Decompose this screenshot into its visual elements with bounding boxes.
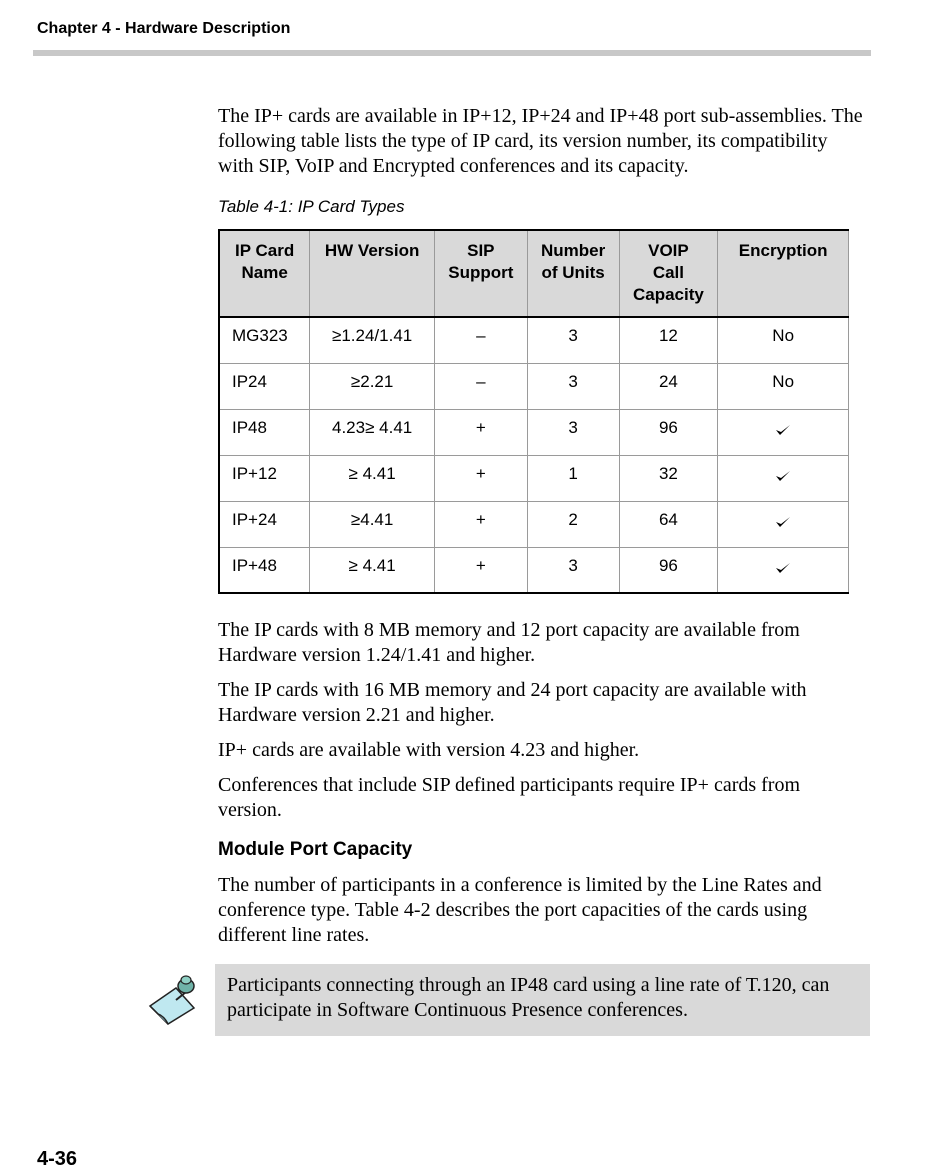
header-hw-version: HW Version (310, 230, 435, 317)
checkmark-icon (775, 422, 791, 442)
note-box: Participants connecting through an IP48 card using a line rate of T.120, can participate in Software Continuous Presence conferences. (215, 964, 870, 1036)
units-cell: 3 (527, 363, 619, 409)
encryption-cell (718, 547, 849, 593)
units-cell: 3 (527, 317, 619, 363)
hw-version-cell: ≥2.21 (310, 363, 435, 409)
paragraph-ip-plus-availability: IP+ cards are available with version 4.23 and higher. (218, 739, 640, 761)
sip-support-cell: + (434, 501, 527, 547)
units-cell: 2 (527, 501, 619, 547)
paragraph-16mb-cards: The IP cards with 16 MB memory and 24 port capacity are available with Hardware version 2.21 and higher. (218, 679, 807, 726)
units-cell: 1 (527, 455, 619, 501)
table-body (219, 317, 849, 593)
section-body: The number of participants in a conference is limited by the Line Rates and conference type. Table 4-2 describes the port capacities of the cards using different line rates. (218, 874, 822, 946)
table-row (219, 501, 849, 547)
header-divider (33, 50, 871, 56)
hw-version-cell: ≥ 4.41 (310, 455, 435, 501)
sip-support-cell: + (434, 547, 527, 593)
table-row (219, 455, 849, 501)
sip-support-cell: – (434, 317, 527, 363)
card-name-cell: IP+12 (219, 455, 310, 501)
table-row (219, 363, 849, 409)
intro-paragraph: The IP+ cards are available in IP+12, IP+24 and IP+48 port sub-assemblies. The following table lists the type of IP card, its version number, its compatibility with SIP, VoIP and Encrypted conferences and its capacity. (218, 105, 863, 177)
voip-capacity-cell: 24 (619, 363, 718, 409)
hw-version-cell: ≥ 4.41 (310, 547, 435, 593)
header-number-of-units: Number of Units (527, 230, 619, 317)
voip-capacity-cell: 64 (619, 501, 718, 547)
sip-support-cell: – (434, 363, 527, 409)
encryption-cell: No (718, 317, 849, 363)
paragraph-sip-requirement: Conferences that include SIP defined participants require IP+ cards from version. (218, 774, 801, 821)
header-voip-call-capacity: VOIP Call Capacity (619, 230, 718, 317)
voip-capacity-cell: 12 (619, 317, 718, 363)
hw-version-cell: ≥1.24/1.41 (310, 317, 435, 363)
encryption-cell: No (718, 363, 849, 409)
paragraph-8mb-cards: The IP cards with 8 MB memory and 12 port capacity are available from Hardware version 1.24/1.41 and higher. (218, 619, 800, 666)
encryption-cell (718, 455, 849, 501)
ip-card-types-table (218, 229, 849, 594)
sip-support-cell: + (434, 455, 527, 501)
card-name-cell: IP+48 (219, 547, 310, 593)
header-encryption: Encryption (718, 230, 849, 317)
encryption-cell (718, 501, 849, 547)
page-number: 4-36 (37, 1148, 78, 1170)
note-pin-icon (146, 972, 200, 1026)
units-cell: 3 (527, 547, 619, 593)
table-caption: Table 4-1: IP Card Types (218, 197, 405, 216)
units-cell: 3 (527, 409, 619, 455)
table-row (219, 547, 849, 593)
voip-capacity-cell: 96 (619, 409, 718, 455)
voip-capacity-cell: 96 (619, 547, 718, 593)
header-ip-card-name: IP Card Name (219, 230, 310, 317)
chapter-title: Chapter 4 - Hardware Description (37, 20, 291, 37)
card-name-cell: IP+24 (219, 501, 310, 547)
hw-version-cell: 4.23≥ 4.41 (310, 409, 435, 455)
hw-version-cell: ≥4.41 (310, 501, 435, 547)
header-sip-support: SIP Support (434, 230, 527, 317)
sip-support-cell: + (434, 409, 527, 455)
voip-capacity-cell: 32 (619, 455, 718, 501)
page-content (218, 104, 868, 958)
checkmark-icon (775, 468, 791, 488)
table-header-row (219, 230, 849, 317)
section-heading: Module Port Capacity (218, 839, 413, 860)
checkmark-icon (775, 560, 791, 580)
card-name-cell: IP48 (219, 409, 310, 455)
card-name-cell: IP24 (219, 363, 310, 409)
table-row (219, 317, 849, 363)
card-name-cell: MG323 (219, 317, 310, 363)
encryption-cell (718, 409, 849, 455)
table-row (219, 409, 849, 455)
checkmark-icon (775, 514, 791, 534)
